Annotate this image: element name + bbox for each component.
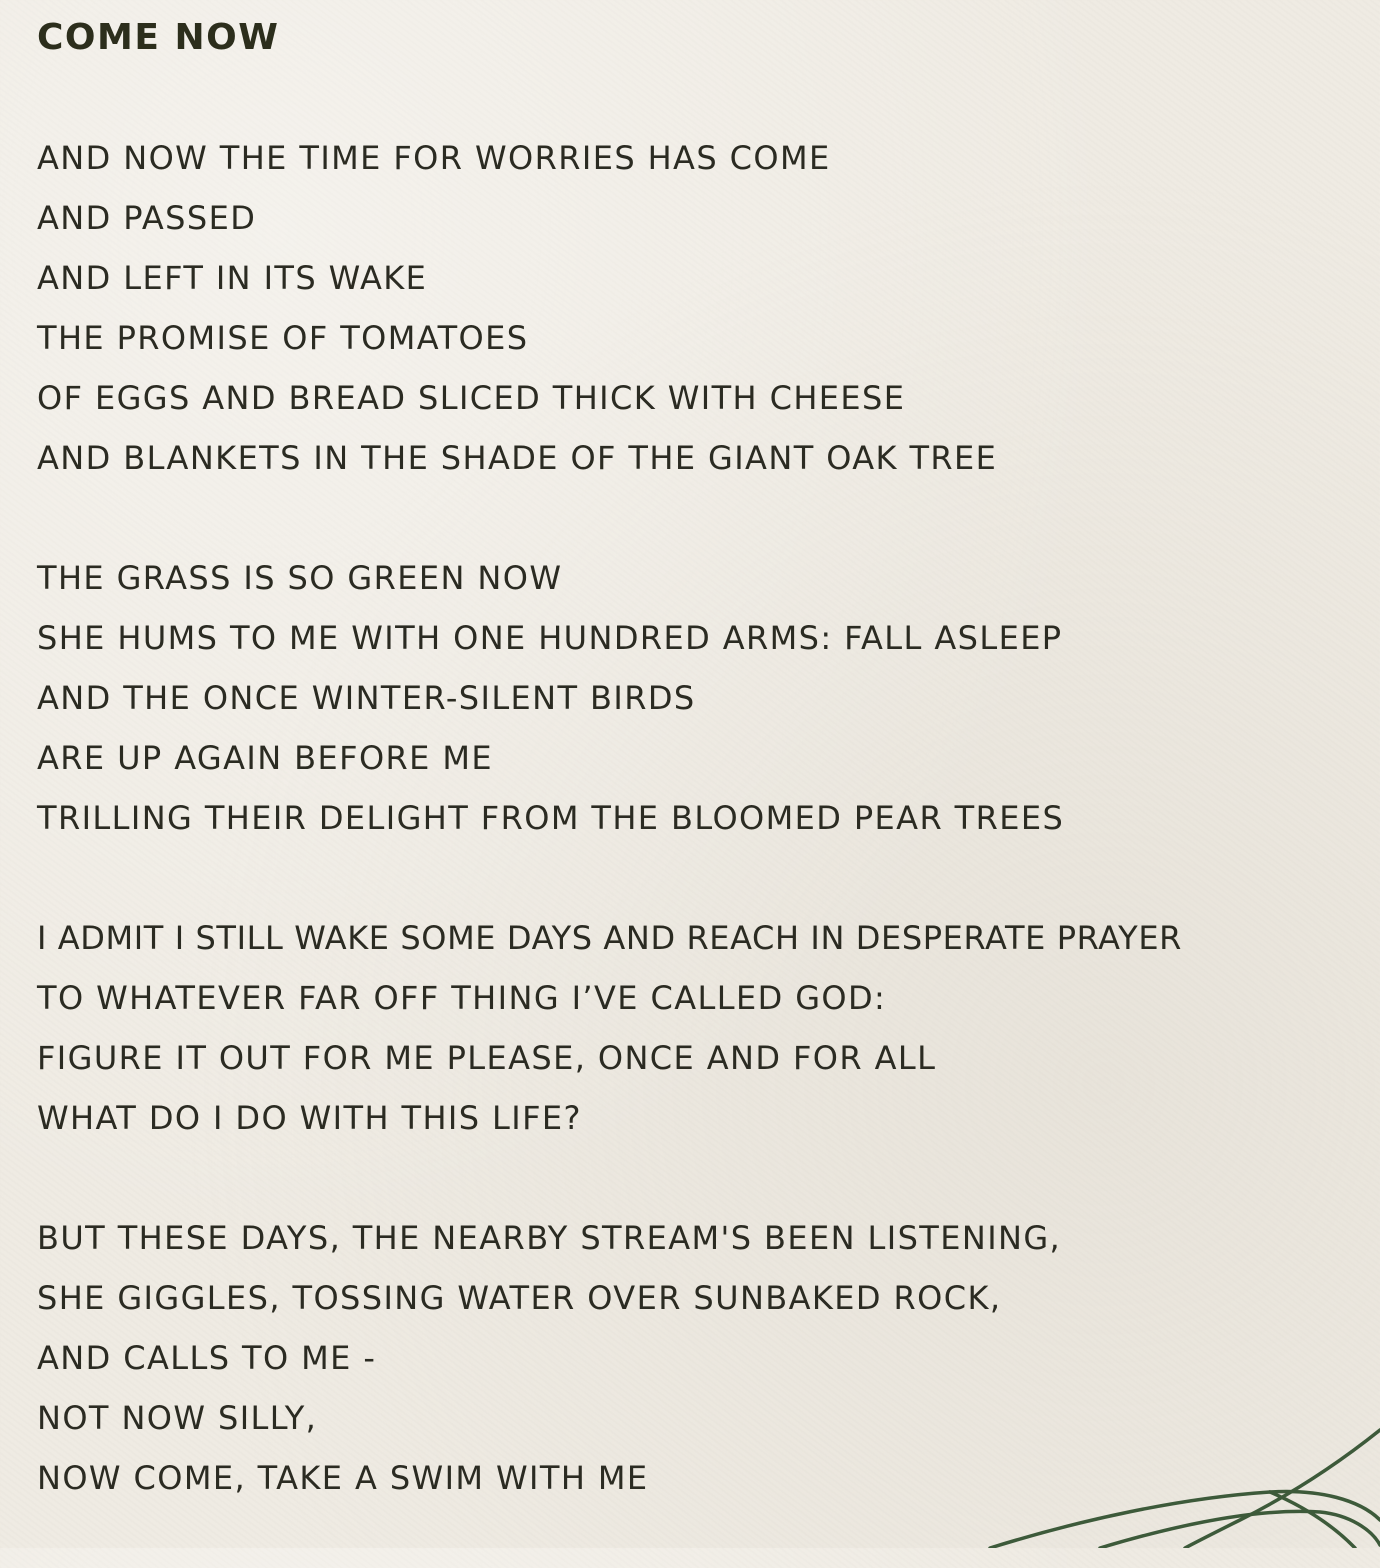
poem-line: TRILLING THEIR DELIGHT FROM THE BLOOMED PEAR TREES: [37, 799, 1065, 837]
poem-line: AND CALLS TO ME -: [37, 1339, 377, 1377]
poem-line: NOW COME, TAKE A SWIM WITH ME: [37, 1459, 649, 1497]
poem-line: OF EGGS AND BREAD SLICED THICK WITH CHEESE: [37, 379, 906, 417]
poem-line: THE GRASS IS SO GREEN NOW: [37, 559, 563, 597]
poem-line: I ADMIT I STILL WAKE SOME DAYS AND REACH IN DESPERATE PRAYER: [37, 919, 1182, 957]
poem-line: AND PASSED: [37, 199, 257, 237]
poem-line: FIGURE IT OUT FOR ME PLEASE, ONCE AND FOR ALL: [37, 1039, 937, 1077]
stanza-3: [37, 908, 1367, 1148]
poem-line: SHE GIGGLES, TOSSING WATER OVER SUNBAKED ROCK,: [37, 1279, 1002, 1317]
poem-line: SHE HUMS TO ME WITH ONE HUNDRED ARMS: FALL ASLEEP: [37, 619, 1063, 657]
poem-line: AND BLANKETS IN THE SHADE OF THE GIANT OAK TREE: [37, 439, 998, 477]
poem-title: COME NOW: [37, 17, 280, 58]
stanza-4: [37, 1208, 1367, 1508]
poem-body: [37, 128, 1367, 1568]
stanza-2: [37, 548, 1367, 848]
stanza-1: [37, 128, 1367, 488]
poem-line: THE PROMISE OF TOMATOES: [37, 319, 529, 357]
poem-line: WHAT DO I DO WITH THIS LIFE?: [37, 1099, 582, 1137]
poem-line: TO WHATEVER FAR OFF THING I’VE CALLED GOD:: [37, 979, 887, 1017]
poem-line: AND THE ONCE WINTER-SILENT BIRDS: [37, 679, 696, 717]
poem-line: AND LEFT IN ITS WAKE: [37, 259, 428, 297]
poem-line: BUT THESE DAYS, THE NEARBY STREAM'S BEEN LISTENING,: [37, 1219, 1062, 1257]
poem-line: NOT NOW SILLY,: [37, 1399, 318, 1437]
poem-line: ARE UP AGAIN BEFORE ME: [37, 739, 493, 777]
poem-line: AND NOW THE TIME FOR WORRIES HAS COME: [37, 139, 831, 177]
